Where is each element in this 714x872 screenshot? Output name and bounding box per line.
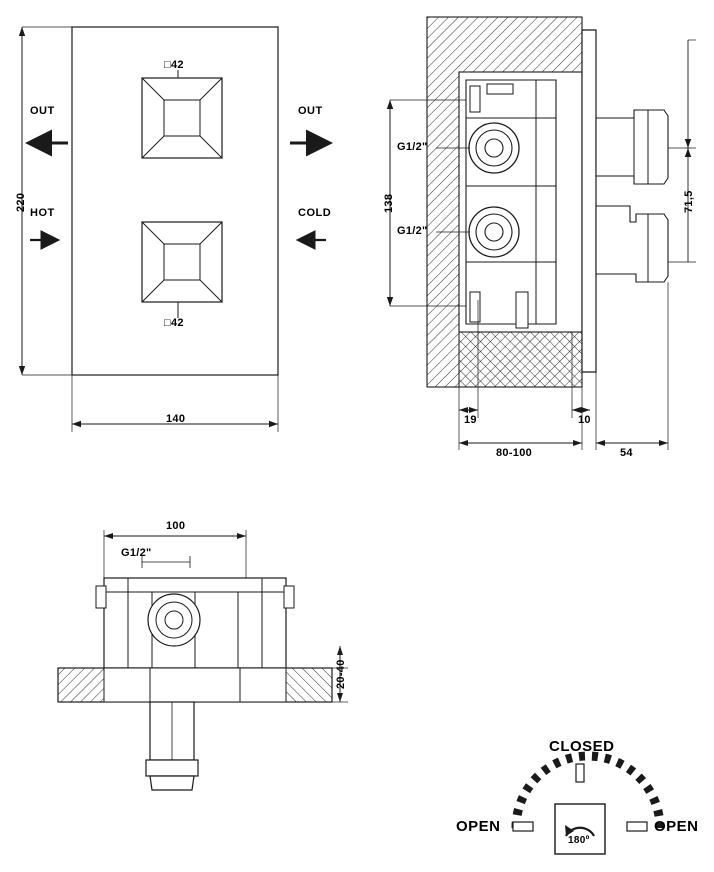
label-open-right: OPEN: [654, 818, 699, 835]
label-closed: CLOSED: [549, 738, 615, 755]
dim-projection: 54: [620, 447, 633, 459]
dim-recess-depth: 80-100: [496, 447, 533, 459]
dim-top-connection: G1/2": [121, 547, 152, 559]
flow-label-out-left: OUT: [30, 105, 55, 117]
dim-inlet-bottom: G1/2": [397, 225, 428, 237]
dim-front-width: 140: [166, 413, 186, 425]
dim-wall-min: 19: [464, 414, 477, 426]
label-rotation-angle: 180º: [568, 835, 590, 846]
dim-centres-138: 138: [383, 193, 395, 213]
dim-outlet-centres: 71,5: [683, 190, 695, 213]
dim-wall-offset: 10: [578, 414, 591, 426]
dim-top-width: 100: [166, 520, 186, 532]
dim-front-height: 220: [15, 192, 27, 212]
flow-label-cold: COLD: [298, 207, 332, 219]
dim-inlet-top: G1/2": [397, 141, 428, 153]
label-open-left: OPEN: [456, 818, 501, 835]
flow-label-out-right: OUT: [298, 105, 323, 117]
flow-label-hot: HOT: [30, 207, 55, 219]
dim-wall-thickness: 20-40: [335, 659, 347, 689]
dim-handle-bottom: □42: [164, 317, 184, 329]
dim-handle-top: □42: [164, 59, 184, 71]
